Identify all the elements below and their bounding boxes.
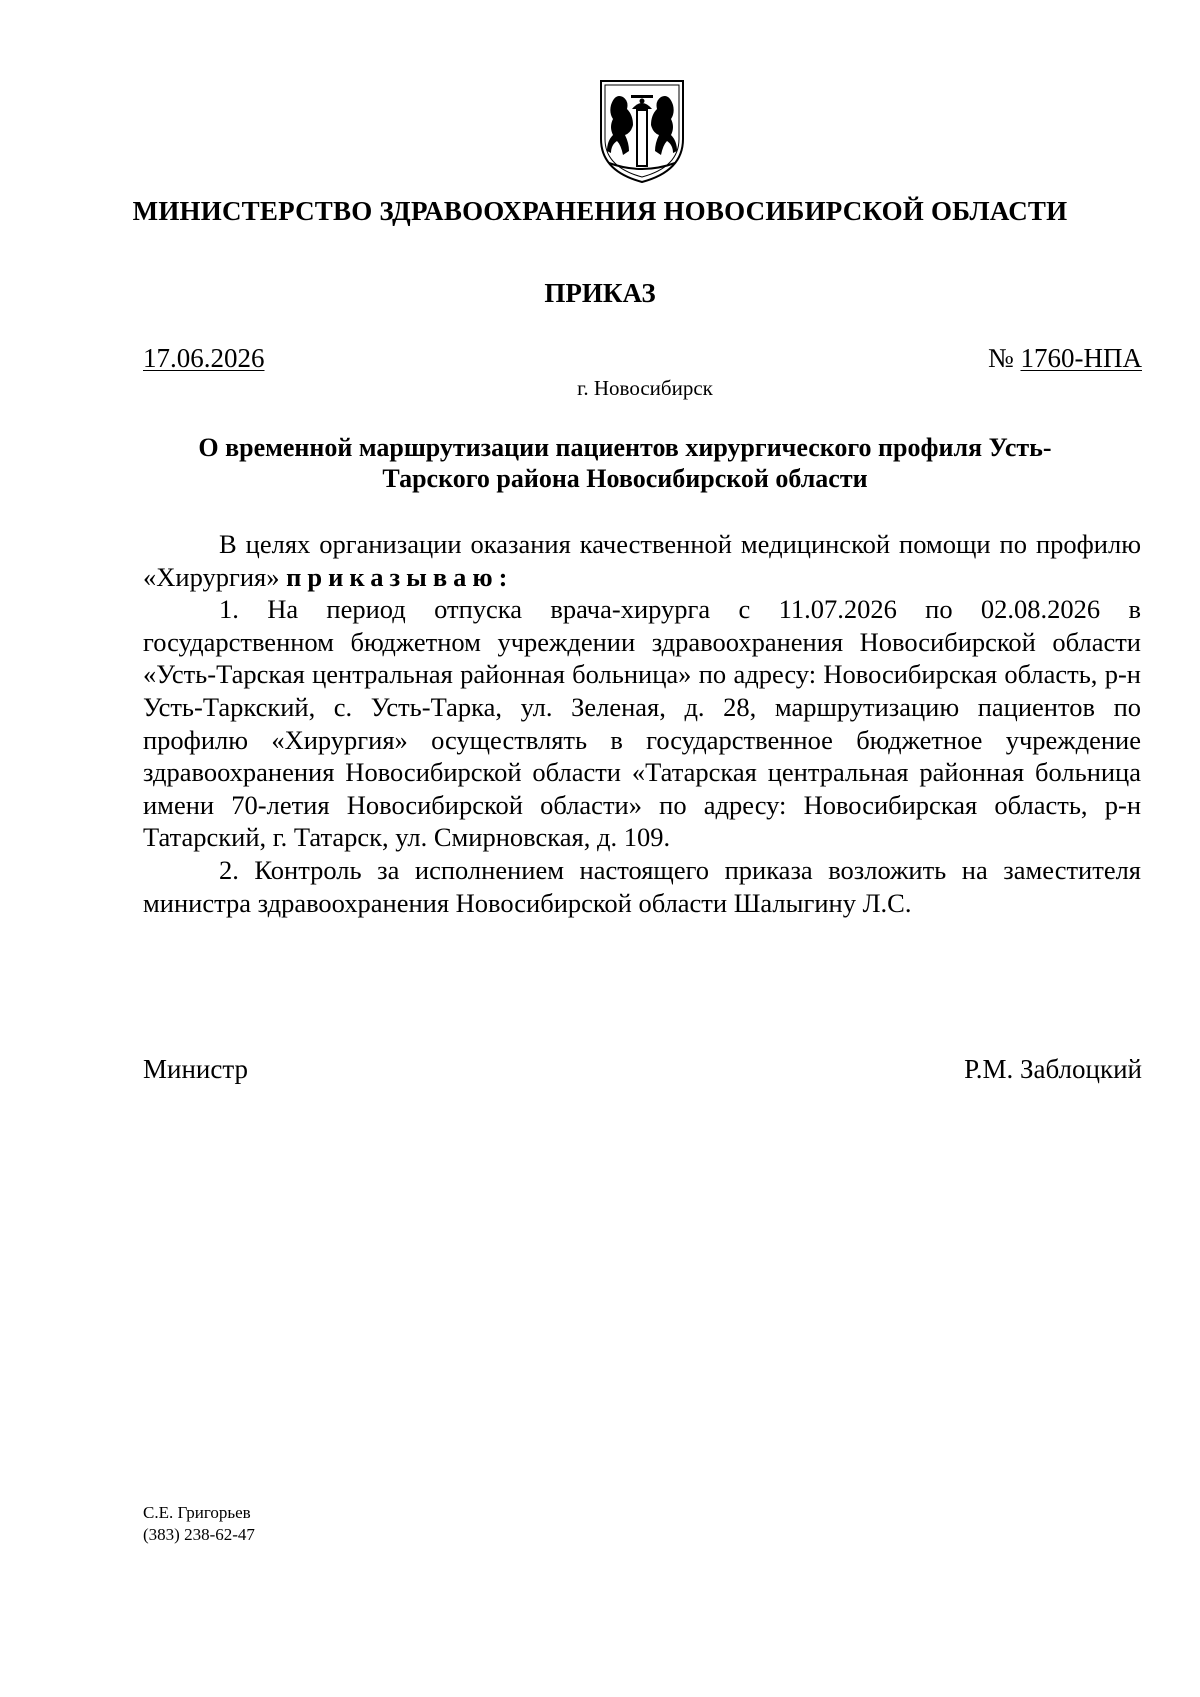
subject-line-2: Тарского района Новосибирской области: [382, 464, 868, 493]
signatory-title: Министр: [143, 1054, 248, 1084]
novosibirsk-coat-of-arms-icon: [599, 79, 685, 184]
document-type: ПРИКАЗ: [544, 278, 656, 308]
document-city: г. Новосибирск: [577, 376, 713, 400]
item-2-paragraph: 2. Контроль за исполнением настоящего приказа возложить на заместителя министра здравоохранения Новосибирской области Шалыгину Л.С.: [143, 854, 1141, 918]
executor-info: [143, 1502, 255, 1546]
document-date: 17.06.2026: [143, 343, 265, 373]
number-value: 1760-НПА: [1020, 343, 1142, 373]
item-1-paragraph: 1. На период отпуска врача-хирурга с 11.07.2026 по 02.08.2026 в государственном бюджетном учреждении здравоохранения Новосибирской области «Усть-Тарская центральная районная больница» по адресу: Новосибирская область, р-н Усть-Таркский, с. Усть-Тарка, ул. Зеленая, д. 28, маршрутизацию пациентов по профилю «Хирургия» осуществлять в государственное бюджетное учреждение здравоохранения Новосибирской области «Татарская центральная районная больница имени 70-летия Новосибирской области» по адресу: Новосибирская область, р-н Татарский, г. Татарск, ул. Смирновская, д. 109.: [143, 594, 1141, 853]
number-prefix: №: [987, 343, 1021, 373]
intro-text: В целях организации оказания качественной медицинской помощи по профилю «Хирургия»: [143, 529, 1141, 592]
executor-phone: (383) 238-62-47: [143, 1525, 255, 1544]
subject-line-1: О временной маршрутизации пациентов хирургического профиля Усть-: [198, 433, 1052, 462]
ministry-name: МИНИСТЕРСТВО ЗДРАВООХРАНЕНИЯ НОВОСИБИРСКОЙ ОБЛАСТИ: [132, 196, 1068, 226]
order-keyword: приказываю:: [286, 561, 514, 592]
document-subject: [150, 432, 1100, 494]
signatory-name: Р.М. Заблоцкий: [964, 1054, 1142, 1084]
document-number: [988, 343, 1142, 374]
intro-paragraph: [143, 528, 1141, 593]
executor-name: С.Е. Григорьев: [143, 1503, 251, 1522]
document-body: [143, 528, 1141, 919]
